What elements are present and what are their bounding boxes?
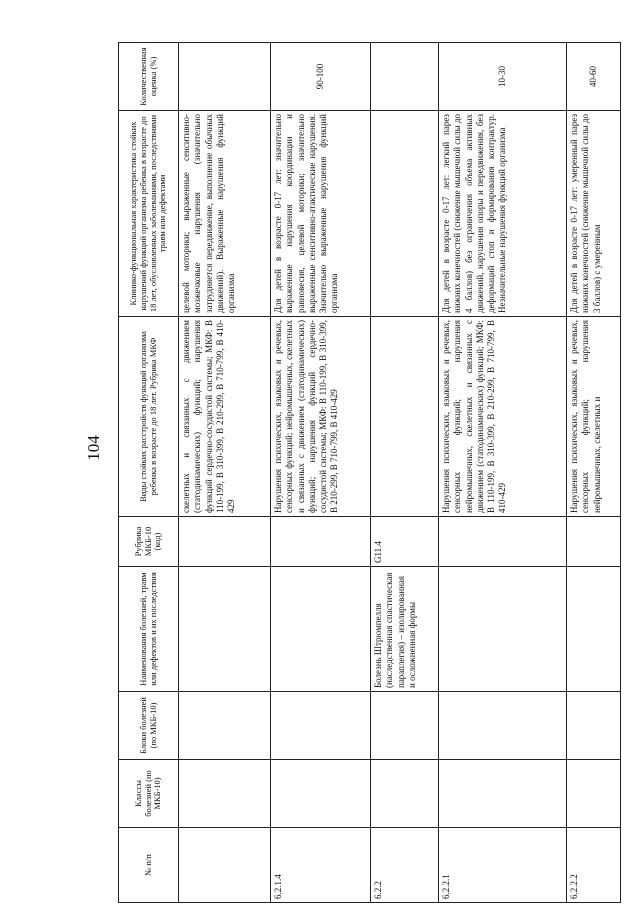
header-cell: Рубрика МКБ-10 (код) xyxy=(119,517,179,567)
table-row xyxy=(371,43,439,903)
disease-name xyxy=(439,567,567,692)
quantitative-score xyxy=(371,43,439,111)
disease-class xyxy=(179,760,271,828)
header-cell: Наименования болезней, травм или дефектов и их последствия xyxy=(119,567,179,692)
disease-class xyxy=(371,760,439,828)
icd-code xyxy=(439,517,567,567)
clinical-characteristics: целевой моторики; выраженные сенситивно-мозжечковые нарушения (значительно затрудняется передвижение, выполнение обычных движений). Выраженные нарушения функций организма xyxy=(179,111,271,317)
header-cell: Блоки болезней (по МКБ-10) xyxy=(119,692,179,760)
icd-code xyxy=(567,517,621,567)
function-disorders: скелетных и связанных с движением (статодинамических) функций; нарушения функций сердечно-сосудистой системы; МКФ: В 110-199, В 310-399, В 210-299, В 710-799, В 410-429 xyxy=(179,317,271,517)
quantitative-score: 40-60 xyxy=(567,43,621,111)
disease-name: Болезнь Штрюмпелля (наследственная спастическая параплегия) – изолированная и осложненная формы xyxy=(371,567,439,692)
table-row xyxy=(567,43,621,903)
disease-block xyxy=(179,692,271,760)
table-row xyxy=(179,43,271,903)
disease-name xyxy=(567,567,621,692)
clinical-characteristics: Для детей в возрасте 0-17 лет: умеренный парез нижних конечностей (снижение мышечной силы до 3 баллов) с умеренным xyxy=(567,111,621,317)
function-disorders: Нарушения психических, языковых и речевых, сенсорных функций; нарушения нейромышечных, скелетных и xyxy=(567,317,621,517)
quantitative-score: 90-100 xyxy=(271,43,371,111)
quantitative-score xyxy=(179,43,271,111)
header-cell: Количественная оценка (%) xyxy=(119,43,179,111)
quantitative-score: 10-30 xyxy=(439,43,567,111)
clinical-characteristics: Для детей в возрасте 0-17 лет: легкий парез нижних конечностей (снижение мышечной силы до 4 баллов) без ограничения объема активных движений, нарушения опоры и передвижения, без деформаций стоп и формирования контрактур. Незначительные нарушения функций организма xyxy=(439,111,567,317)
row-number: 6.2.2 xyxy=(371,828,439,903)
header-cell: Виды стойких расстройств функций организма ребенка в возрасте до 18 лет. Рубрика МКФ xyxy=(119,317,179,517)
header-cell: Клинико-функциональная характеристика стойких нарушений функций организма ребенка в возрасте до 18 лет, обусловленных заболеваниями, последствиями травм или дефектами xyxy=(119,111,179,317)
disease-name xyxy=(179,567,271,692)
row-number: 6.2.1.4 xyxy=(271,828,371,903)
table-row xyxy=(439,43,567,903)
function-disorders: Нарушения психических, языковых и речевых, сенсорных функций; нарушения нейромышечных, скелетных и связанных с движением (статодинамических) функций; МКФ: В 110-199, В 310-399, В 210-299, В 710-799, В 410-429 xyxy=(439,317,567,517)
clinical-characteristics: Для детей в возрасте 0-17 лет: значительно выраженные нарушения координации и равновесия, целевой моторики; значительно выраженные сенситивно-атактические нарушения. Значительно выраженные нарушения функций организма xyxy=(271,111,371,317)
disability-criteria-table xyxy=(118,42,621,903)
function-disorders xyxy=(371,317,439,517)
table-row xyxy=(271,43,371,903)
disease-block xyxy=(439,692,567,760)
row-number: 6.2.2.2 xyxy=(567,828,621,903)
icd-code xyxy=(271,517,371,567)
page-number: 104 xyxy=(84,435,103,461)
icd-code: G11.4 xyxy=(371,517,439,567)
disease-block xyxy=(271,692,371,760)
disease-block xyxy=(371,692,439,760)
document-table-wrapper xyxy=(118,43,620,903)
function-disorders: Нарушения психических, языковых и речевых, сенсорных функций; нейромышечных, скелетных и связанных с движением (статодинамических) функций; нарушения функций сердечно-сосудистой системы; МКФ: В 110-199, В 310-399, В 210-299, В 710-799, В 410-429 xyxy=(271,317,371,517)
header-cell: № п/п xyxy=(119,828,179,903)
row-number xyxy=(179,828,271,903)
icd-code xyxy=(179,517,271,567)
disease-name xyxy=(271,567,371,692)
disease-block xyxy=(567,692,621,760)
row-number: 6.2.2.1 xyxy=(439,828,567,903)
disease-class xyxy=(439,760,567,828)
clinical-characteristics xyxy=(371,111,439,317)
disease-class xyxy=(271,760,371,828)
disease-class xyxy=(567,760,621,828)
table-header-row xyxy=(119,43,179,903)
header-cell: Классы болезней (по МКБ-10) xyxy=(119,760,179,828)
